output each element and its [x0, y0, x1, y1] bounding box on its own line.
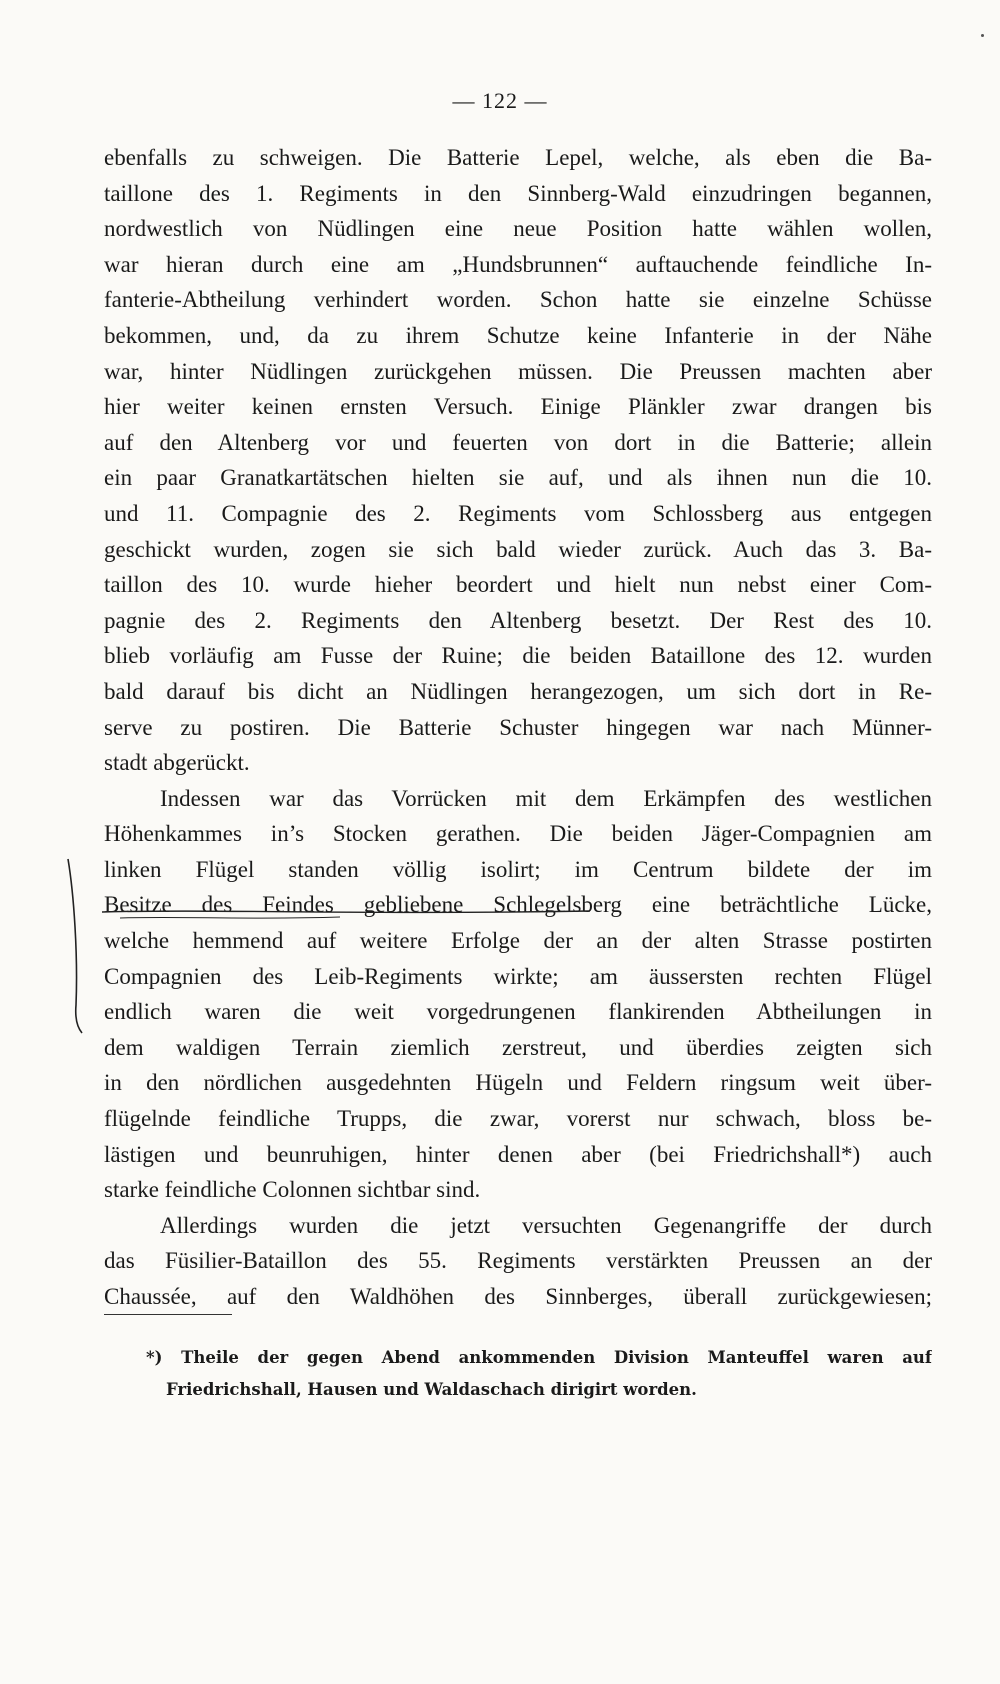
text-line: blieb vorläufig am Fusse der Ruine; die beiden Bataillone des 12. wurden	[104, 643, 932, 669]
text-line: endlich waren die weit vorgedrungenen flankirenden Abtheilungen in	[104, 999, 932, 1025]
text-line: hier weiter keinen ernsten Versuch. Einige Plänkler zwar drangen bis	[104, 394, 932, 420]
text-line: Chaussée, auf den Waldhöhen des Sinnberges, überall zurückgewiesen;	[104, 1284, 932, 1309]
text-line: fanterie-Abtheilung verhindert worden. Schon hatte sie einzelne Schüsse	[104, 287, 932, 313]
margin-bracket-mark	[60, 855, 100, 1035]
pencil-underline-mark	[100, 906, 600, 924]
text-line: flügelnde feindliche Trupps, die zwar, vorerst nur schwach, bloss be-	[104, 1106, 932, 1132]
text-line: taillon des 10. wurde hieher beordert und hielt nun nebst einer Com-	[104, 572, 932, 598]
paragraph-end-line: starke feindliche Colonnen sichtbar sind.	[104, 1177, 481, 1203]
text-line: Compagnien des Leib-Regiments wirkte; am äussersten rechten Flügel	[104, 963, 932, 989]
specks	[981, 34, 984, 37]
footnote-line: Friedrichshall, Hausen und Waldaschach dirigirt worden.	[166, 1380, 697, 1399]
text-line: dem waldigen Terrain ziemlich zerstreut, und überdies zeigten sich	[104, 1034, 932, 1060]
text-line: Höhenkammes in’s Stocken gerathen. Die beiden Jäger-Compagnien am	[104, 821, 932, 847]
text-line: linken Flügel standen völlig isolirt; im Centrum bildete der im	[104, 856, 932, 882]
text-line: pagnie des 2. Regiments den Altenberg besetzt. Der Rest des 10.	[104, 607, 932, 633]
text-line: war, hinter Nüdlingen zurückgehen müssen. Die Preussen machten aber	[104, 358, 932, 384]
footnote-divider	[104, 1314, 232, 1315]
text-line: in den nördlichen ausgedehnten Hügeln und Feldern ringsum weit über-	[104, 1070, 932, 1096]
text-line: auf den Altenberg vor und feuerten von dort in die Batterie; allein	[104, 429, 932, 455]
text-line: serve zu postiren. Die Batterie Schuster hingegen war nach Münner-	[104, 714, 932, 740]
text-line: und 11. Compagnie des 2. Regiments vom Schlossberg aus entgegen	[104, 500, 932, 526]
text-line: taillone des 1. Regiments in den Sinnberg-Wald einzudringen begannen,	[104, 180, 932, 206]
text-line: geschickt wurden, zogen sie sich bald wieder zurück. Auch das 3. Ba-	[104, 536, 932, 562]
paragraph-start-line: Allerdings wurden die jetzt versuchten Gegenangriffe der durch	[160, 1212, 932, 1238]
text-line: bald darauf bis dicht an Nüdlingen herangezogen, um sich dort in Re-	[104, 678, 932, 704]
footnote	[146, 1342, 932, 1406]
text-line: nordwestlich von Nüdlingen eine neue Position hatte wählen wollen,	[104, 216, 932, 242]
text-line: Besitze des Feindes gebliebene Schlegelsberg eine beträchtliche Lücke,	[104, 892, 932, 918]
paragraph-start-line: Indessen war das Vorrücken mit dem Erkämpfen des westlichen	[160, 785, 932, 811]
text-line: ein paar Granatkartätschen hielten sie auf, und als ihnen nun die 10.	[104, 465, 932, 491]
text-line: lästigen und beunruhigen, hinter denen aber (bei Friedrichshall*) auch	[104, 1141, 932, 1167]
paragraph-end-line: stadt abgerückt.	[104, 750, 250, 776]
text-line: bekommen, und, da zu ihrem Schutze keine Infanterie in der Nähe	[104, 322, 932, 348]
page-number: — 122 —	[452, 88, 548, 113]
footnote-line: *) Theile der gegen Abend ankommenden Division Manteuffel waren auf	[146, 1348, 932, 1367]
text-line: welche hemmend auf weitere Erfolge der an der alten Strasse postirten	[104, 928, 932, 954]
text-line: das Füsilier-Bataillon des 55. Regiments verstärkten Preussen an der	[104, 1248, 932, 1274]
text-line: war hieran durch eine am „Hundsbrunnen“ auftauchende feindliche In-	[104, 251, 932, 277]
body-text	[104, 140, 932, 1315]
text-line: ebenfalls zu schweigen. Die Batterie Lepel, welche, als eben die Ba-	[104, 145, 932, 170]
